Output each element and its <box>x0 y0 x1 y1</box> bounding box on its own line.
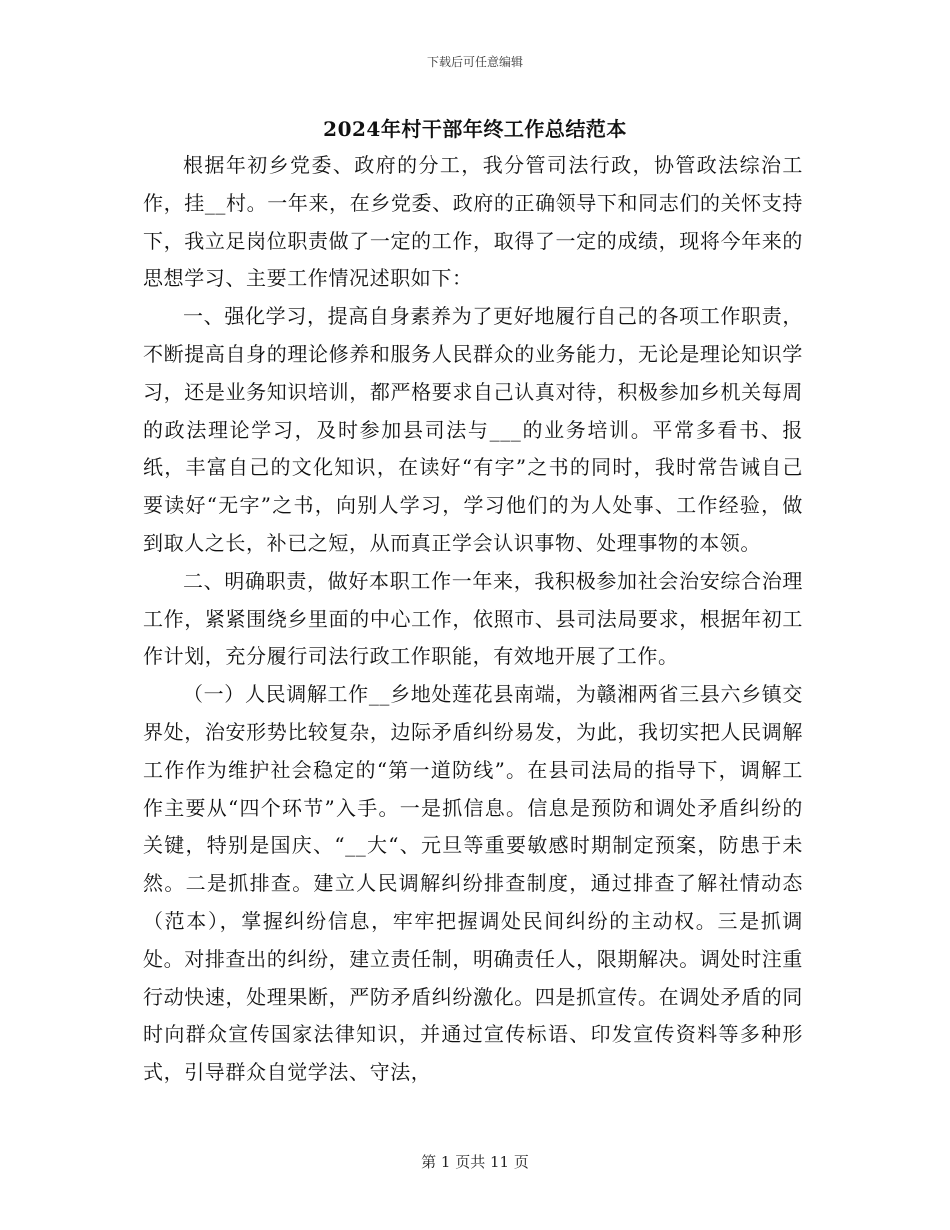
paragraph-subsection-1: （一）人民调解工作__乡地处莲花县南端，为赣湘两省三县六乡镇交界处，治安形势比较复杂，边际矛盾纠纷易发，为此，我切实把人民调解工作作为维护社会稳定的“第一道防线”。在县司法局的指导下，调解工作主要从“四个环节”入手。一是抓信息。信息是预防和调处矛盾纠纷的关键，特别是国庆、“__大“、元旦等重要敏感时期制定预案，防患于未然。二是抓排查。建立人民调解纠纷排查制度，通过排查了解社情动态（范本），掌握纠纷信息，牢牢把握调处民间纠纷的主动权。三是抓调处。对排查出的纠纷，建立责任制，明确责任人，限期解决。调处时注重行动快速，处理果断，严防矛盾纠纷激化。四是抓宣传。在调处矛盾的同时向群众宣传国家法律知识，并通过宣传标语、印发宣传资料等多种形式，引导群众自觉学法、守法， <box>143 682 803 1085</box>
document-title: 2024年村干部年终工作总结范本 <box>323 117 627 141</box>
paragraph-section-2: 二、明确职责，做好本职工作一年来，我积极参加社会治安综合治理工作，紧紧围绕乡里面的中心工作，依照市、县司法局要求，根据年初工作计划，充分履行司法行政工作职能，有效地开展了工作。 <box>143 568 803 669</box>
page-header-note: 下载后可任意编辑 <box>426 55 523 69</box>
paragraph-section-1: 一、强化学习，提高自身素养为了更好地履行自己的各项工作职责，不断提高自身的理论修养和服务人民群众的业务能力，无论是理论知识学习，还是业务知识培训，都严格要求自己认真对待，积极参加乡机关每周的政法理论学习，及时参加县司法与___的业务培训。平常多看书、报纸，丰富自己的文化知识，在读好“有字”之书的同时，我时常告诫自己要读好“无字”之书，向别人学习，学习他们的为人处事、工作经验，做到取人之长，补已之短，从而真正学会认识事物、处理事物的本领。 <box>143 304 803 555</box>
paragraph-intro: 根据年初乡党委、政府的分工，我分管司法行政，协管政法综治工作，挂__村。一年来，在乡党委、政府的正确领导下和同志们的关怀支持下，我立足岗位职责做了一定的工作，取得了一定的成绩，现将今年来的思想学习、主要工作情况述职如下： <box>143 153 803 291</box>
document-body <box>143 147 803 1092</box>
page-footer: 第 1 页共 11 页 <box>421 1153 529 1171</box>
